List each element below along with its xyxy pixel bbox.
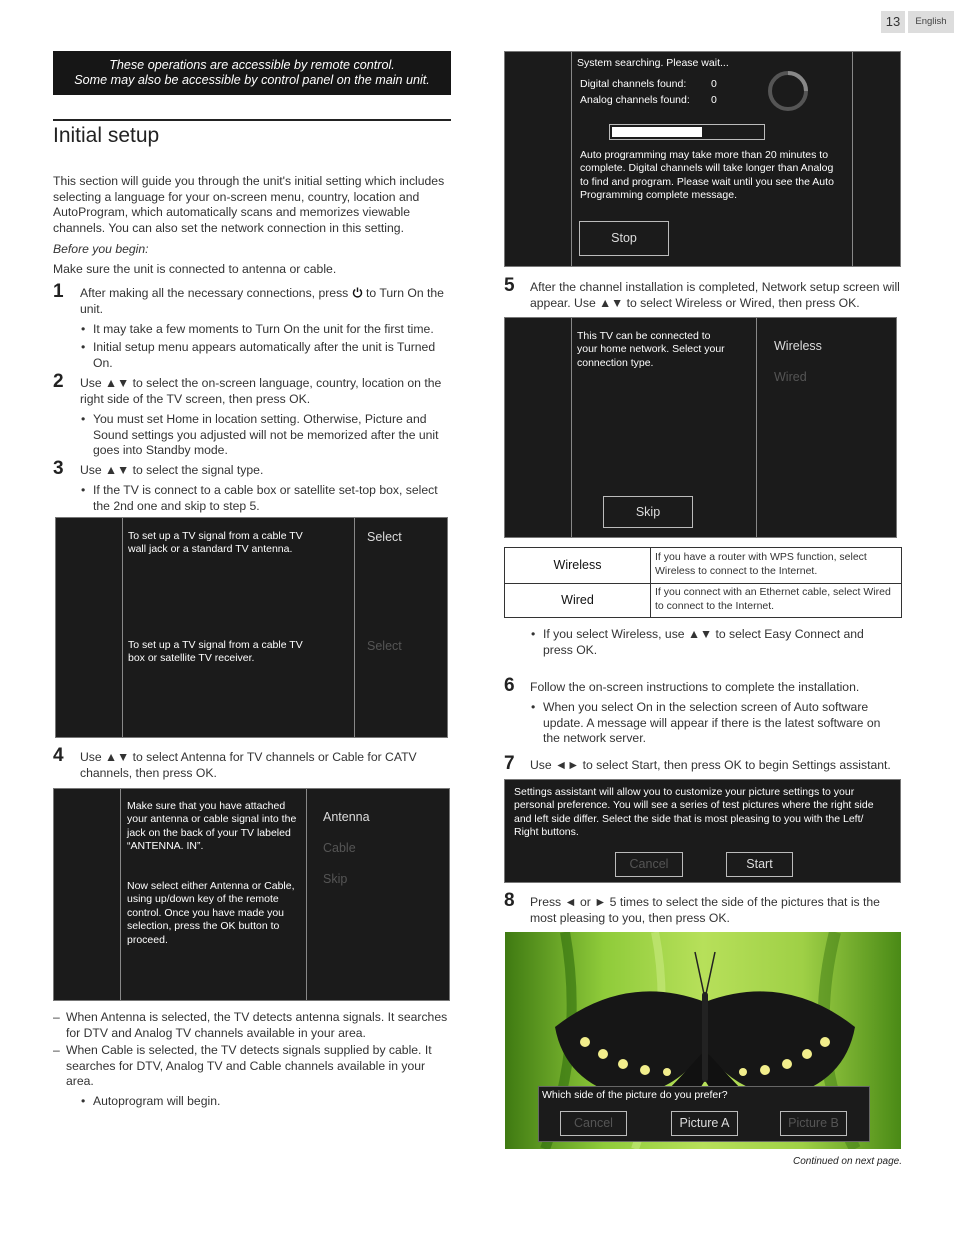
start-button[interactable]: Start <box>726 852 793 877</box>
intro-paragraph: This section will guide you through the unit's initial setting which includes selecting a language for your on-screen menu, country, location and AutoProgram, which automatically scans and memorizes viewable channels. You can also set the network connection in this setting. <box>53 174 445 235</box>
signal-type-screen <box>55 517 448 738</box>
step-2-bullet-1: • You must set Home in location setting. Otherwise, Picture and Sound settings you adjusted will not be memorized after the unit goes into Standby mode. <box>93 412 453 459</box>
step-3-text: Use ▲▼ to select the signal type. <box>80 463 264 477</box>
signal-option-2-select[interactable]: Select <box>367 639 402 653</box>
step-7-text: Use ◄► to select Start, then press OK to begin Settings assistant. <box>530 758 891 772</box>
step-1-bullet-1: • It may take a few moments to Turn On the unit for the first time. <box>93 322 453 338</box>
remote-banner <box>53 51 451 95</box>
table-cell-name: Wired <box>505 583 651 617</box>
cancel-button[interactable]: Cancel <box>615 852 683 877</box>
antenna-instruction-1: Make sure that you have attached your antenna or cable signal into the jack on the back of your TV labeled “ANTENNA. IN”. <box>127 800 297 853</box>
option-cable[interactable]: Cable <box>323 841 356 855</box>
table-cell-desc: If you have a router with WPS function, select Wireless to connect to the Internet. <box>655 551 867 577</box>
step-6-text: Follow the on-screen instructions to complete the installation. <box>530 680 860 694</box>
step-5-bullet-1: • If you select Wireless, use ▲▼ to select Easy Connect and press OK. <box>543 627 883 658</box>
option-skip[interactable]: Skip <box>323 872 348 886</box>
skip-button[interactable]: Skip <box>603 496 693 528</box>
assistant-message: Settings assistant will allow you to customize your picture settings to your personal preference. You will see a series of test pictures where the right side and left side differ. Select the side that is most pleasing to you with the Left/ Right buttons. <box>514 786 874 839</box>
stop-button[interactable]: Stop <box>579 221 669 256</box>
continued-note: Continued on next page. <box>793 1156 902 1167</box>
step-1-text-a: After making all the necessary connections, press <box>80 286 349 300</box>
step-1-text-b: to Turn On the unit. <box>80 286 444 316</box>
digital-channels-value: 0 <box>711 78 717 90</box>
before-title: Before you begin: <box>53 242 149 256</box>
table-row <box>505 548 901 584</box>
power-icon <box>352 287 363 298</box>
step-8-number: 8 <box>504 890 515 911</box>
step-7-number: 7 <box>504 753 515 774</box>
table-cell-desc: If you connect with an Ethernet cable, select Wired to connect to the Internet. <box>655 586 891 612</box>
antenna-cable-screen <box>53 788 450 1001</box>
picture-b-button[interactable]: Picture B <box>780 1111 847 1136</box>
note-antenna: – When Antenna is selected, the TV detects antenna signals. It searches for DTV and Analog TV channels available in your area. <box>66 1010 451 1041</box>
search-progress-bar <box>609 124 765 140</box>
search-progress-fill <box>612 127 702 137</box>
analog-channels-value: 0 <box>711 94 717 106</box>
step-5-number: 5 <box>504 275 515 296</box>
table-row <box>505 583 901 617</box>
step-2-text: Use ▲▼ to select the on-screen language, country, location on the right side of the TV screen, then press OK. <box>80 376 442 406</box>
picture-question-box <box>538 1086 870 1142</box>
step-4-number: 4 <box>53 745 64 766</box>
note-cable: – When Cable is selected, the TV detects signals supplied by cable. It searches for DTV, Analog TV and Cable channels available in your area. <box>66 1043 441 1090</box>
step-3-bullet-1: • If the TV is connect to a cable box or satellite set-top box, select the 2nd one and skip to step 5. <box>93 483 453 514</box>
step-5-text: After the channel installation is completed, Network setup screen will appear. Use ▲▼ to select Wireless or Wired, then press OK. <box>530 280 900 310</box>
signal-option-2-text: To set up a TV signal from a cable TV box or satellite TV receiver. <box>128 639 303 665</box>
search-message: Auto programming may take more than 20 minutes to complete. Digital channels will take longer than Analog to find and program. Please wait until you see the Auto Programming complete message. <box>580 149 834 202</box>
step-4-text: Use ▲▼ to select Antenna for TV channels or Cable for CATV channels, then press OK. <box>80 750 417 780</box>
banner-line-1: These operations are accessible by remote control. <box>109 58 395 72</box>
step-3-number: 3 <box>53 458 64 479</box>
step-6-number: 6 <box>504 675 515 696</box>
settings-assistant-screen <box>504 779 901 883</box>
option-antenna[interactable]: Antenna <box>323 810 370 824</box>
page-title: Initial setup <box>53 124 160 147</box>
antenna-instruction-2: Now select either Antenna or Cable, using up/down key of the remote control. Once you have made you selection, press the OK button to proceed. <box>127 880 295 946</box>
step-1-number: 1 <box>53 281 64 302</box>
picture-question: Which side of the picture do you prefer? <box>542 1089 728 1101</box>
before-text: Make sure the unit is connected to antenna or cable. <box>53 262 337 276</box>
page-number: 13 <box>881 11 905 33</box>
step-1-bullet-2: • Initial setup menu appears automatically after the unit is Turned On. <box>93 340 443 371</box>
step-1-text <box>80 286 450 317</box>
analog-channels-label: Analog channels found: <box>580 94 690 106</box>
option-wireless[interactable]: Wireless <box>774 339 822 353</box>
option-wired[interactable]: Wired <box>774 370 807 384</box>
table-cell-name: Wireless <box>505 548 651 583</box>
picture-cancel-button[interactable]: Cancel <box>560 1111 627 1136</box>
searching-title: System searching. Please wait... <box>577 57 729 69</box>
signal-option-1-text: To set up a TV signal from a cable TV wall jack or a standard TV antenna. <box>128 530 303 556</box>
loading-spinner-icon <box>767 70 809 112</box>
network-message: This TV can be connected to your home network. Select your connection type. <box>577 330 725 369</box>
step-6-bullet-1: • When you select On in the selection screen of Auto software update. A message will appear if there is the latest software on the network server. <box>543 700 883 747</box>
banner-line-2: Some may also be accessible by control panel on the main unit. <box>74 73 430 87</box>
searching-screen <box>504 51 901 267</box>
step-8-text: Press ◄ or ► 5 times to select the side of the pictures that is the most pleasing to you, then press OK. <box>530 895 880 925</box>
network-table <box>504 547 902 618</box>
test-picture <box>505 932 901 1149</box>
network-screen <box>504 317 897 538</box>
signal-option-1-select[interactable]: Select <box>367 530 402 544</box>
digital-channels-label: Digital channels found: <box>580 78 687 90</box>
note-autoprogram: • Autoprogram will begin. <box>93 1094 220 1110</box>
title-rule <box>53 119 451 121</box>
language-label: English <box>908 11 954 33</box>
step-2-number: 2 <box>53 371 64 392</box>
picture-a-button[interactable]: Picture A <box>671 1111 738 1136</box>
